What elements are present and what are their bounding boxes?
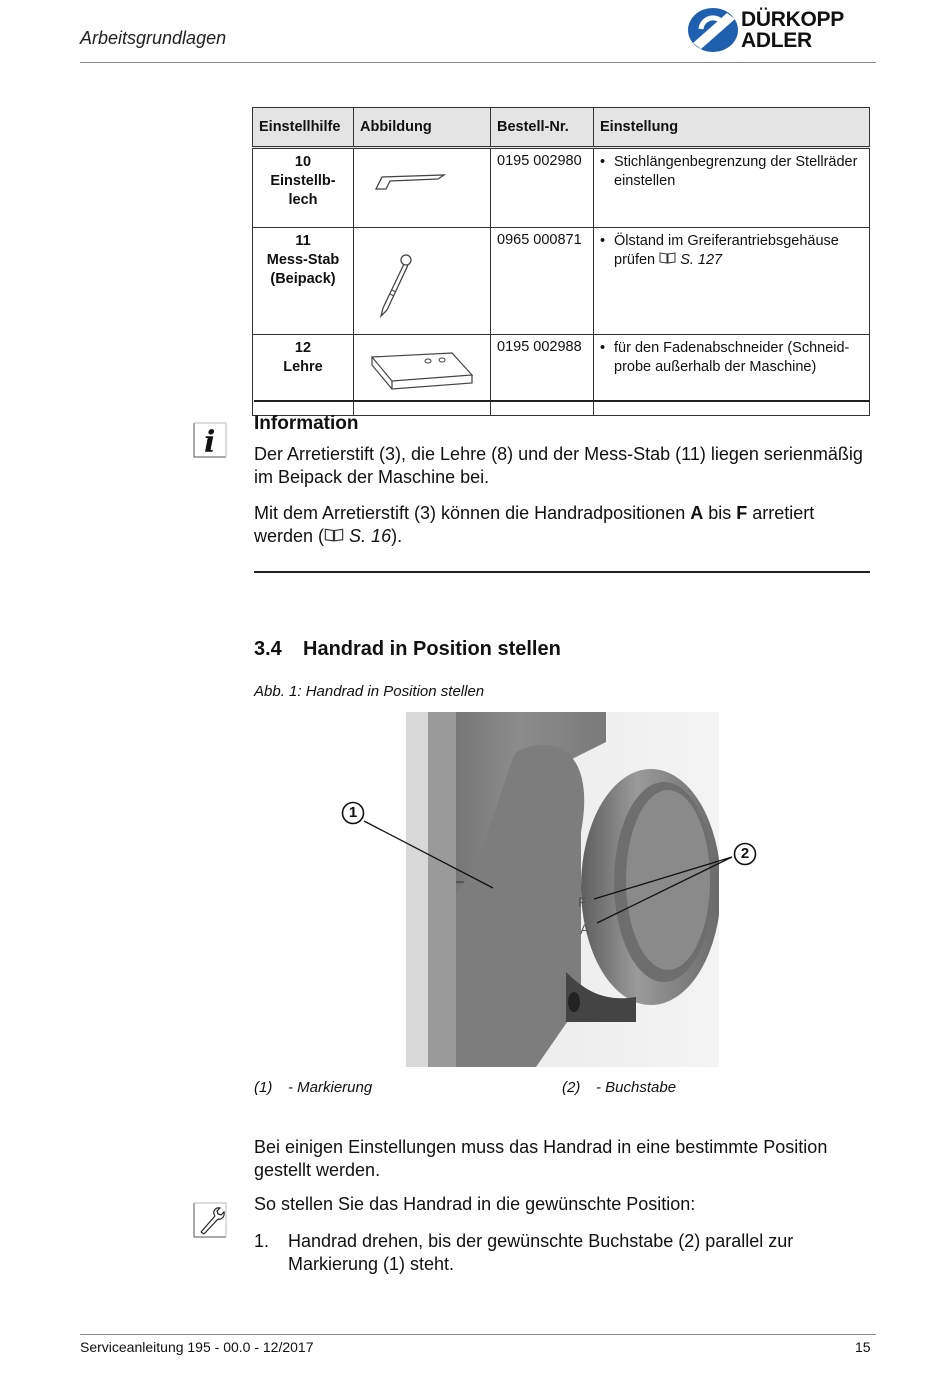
section-number: 3.4 [254,638,282,660]
step-number: 1. [254,1231,270,1251]
info-top-rule [254,400,870,402]
body-paragraph: Bei einigen Einstellungen muss das Handrad in eine bestimmte Position gestellt werden. [254,1137,828,1180]
page-reference: S. 127 [680,252,723,268]
tool-image [354,228,491,335]
legend-item: (1) - Markierung [254,1079,373,1096]
book-icon [659,252,680,268]
footer-document-id: Serviceanleitung 195 - 00.0 - 12/2017 [80,1339,314,1355]
col-header: Bestell-Nr. [491,108,594,148]
tool-image [354,335,491,416]
setting-description: • für den Fadenabschneider (Schneid- probe außerhalb der Maschine) [594,335,870,416]
running-header: Arbeitsgrundlagen [80,28,227,48]
setting-description: • Ölstand im Greiferantriebsgehäuse prüfen S. 127 [594,228,870,335]
legend-item: (2) - Buchstabe [562,1079,677,1096]
table-header-row [253,108,870,148]
section-title: Handrad in Position stellen [303,638,561,660]
duerkopp-adler-logo [687,7,872,53]
logo-mark-icon [687,7,739,53]
svg-text:F: F [578,894,587,910]
table-row [253,335,870,416]
svg-text:i: i [204,425,216,458]
order-number: 0965 000871 [491,228,594,335]
tool-table [252,107,870,416]
gauge-block-icon [360,339,484,407]
col-header: Einstellung [594,108,870,148]
tool-name: 10 Einstellb- lech [253,148,354,228]
page-number: 15 [855,1339,871,1355]
tool-name: 12 Lehre [253,335,354,416]
flat-gauge-plate-icon [360,153,484,219]
step-text: Handrad drehen, bis der gewünschte Buchstabe (2) parallel zur Markierung (1) steht. [288,1231,794,1274]
callout-1: 1 [341,801,365,825]
table-row [253,148,870,228]
measuring-rod-icon [360,232,484,326]
section-heading [254,638,561,661]
tool-name: 11 Mess-Stab (Beipack) [253,228,354,335]
body-paragraph: So stellen Sie das Handrad in die gewünschte Position: [254,1194,696,1214]
order-number: 0195 002988 [491,335,594,416]
info-bottom-rule [254,571,870,573]
logo-brand-line1: DÜRKOPP [741,8,844,31]
tool-image [354,148,491,228]
col-header: Einstellhilfe [253,108,354,148]
info-paragraph: Der Arretierstift (3), die Lehre (8) und der Mess-Stab (11) liegen serienmäßig im Beipack der Maschine bei. [254,444,863,487]
figure-caption: Abb. 1: Handrad in Position stellen [254,683,485,700]
logo-brand-line2: ADLER [741,29,812,52]
page-reference: S. 16 [349,526,392,546]
book-icon [324,526,344,546]
wrench-icon [193,1202,227,1238]
step-1 [254,1230,870,1276]
order-number: 0195 002980 [491,148,594,228]
info-title: Information [254,413,359,434]
info-icon [193,422,227,458]
svg-text:A: A [580,921,590,937]
info-paragraph: Mit dem Arretierstift (3) können die Handradpositionen A bis F arretiert werden ( S. 16). [254,503,815,546]
footer-rule [80,1334,876,1335]
table-row [253,228,870,335]
callout-lines [330,795,770,935]
header-rule [80,62,876,63]
setting-description: • Stichlängenbegrenzung der Stellräder einstellen [594,148,870,228]
col-header: Abbildung [354,108,491,148]
callout-2: 2 [733,842,757,866]
